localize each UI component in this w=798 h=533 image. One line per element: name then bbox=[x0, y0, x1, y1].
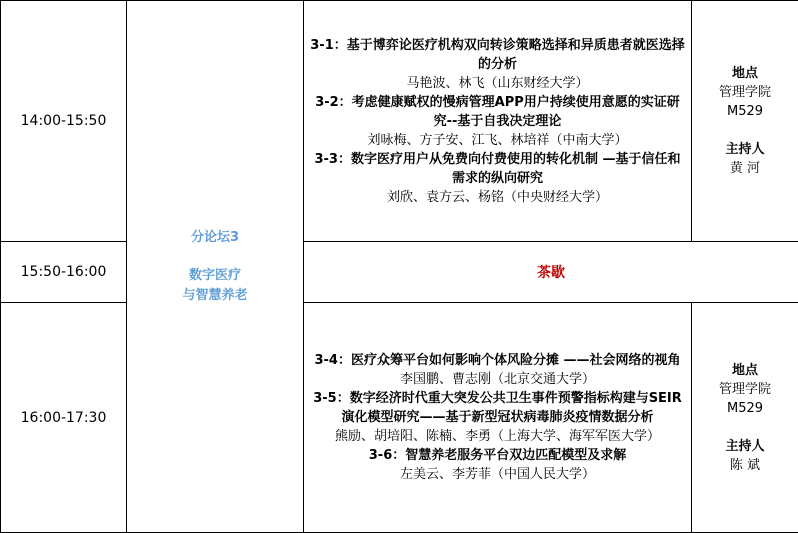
venue-cell bbox=[692, 1, 798, 242]
host-label: 主持人 bbox=[692, 140, 798, 159]
time-cell: 14:00-15:50 bbox=[1, 1, 127, 242]
talk-title: 3-3：数字医疗用户从免费向付费使用的转化机制 —基于信任和需求的纵向研究 bbox=[310, 150, 685, 188]
talk-title: 3-2：考虑健康赋权的慢病管理APP用户持续使用意愿的实证研究--基于自我决定理论 bbox=[310, 93, 685, 131]
talk-title: 3-4：医疗众筹平台如何影响个体风险分摊 ——社会网络的视角 bbox=[310, 351, 685, 370]
host-name: 黄 河 bbox=[692, 159, 798, 178]
talk-authors: 刘欣、袁方云、杨铭（中央财经大学） bbox=[310, 188, 685, 207]
talk-authors: 李国鹏、曹志刚（北京交通大学） bbox=[310, 370, 685, 389]
forum-theme-line2: 与智慧养老 bbox=[127, 286, 303, 306]
location-label: 地点 bbox=[692, 64, 798, 83]
talks-cell bbox=[304, 303, 692, 533]
location-line1: 管理学院 bbox=[692, 380, 798, 399]
talks-cell bbox=[304, 1, 692, 242]
talk-authors: 熊励、胡培阳、陈楠、李勇（上海大学、海军军医大学） bbox=[310, 427, 685, 446]
location-line2: M529 bbox=[692, 399, 798, 418]
location-line1: 管理学院 bbox=[692, 83, 798, 102]
talk-title: 3-1：基于博弈论医疗机构双向转诊策略选择和异质患者就医选择的分析 bbox=[310, 36, 685, 74]
break-label: 茶歇 bbox=[304, 242, 798, 303]
location-label: 地点 bbox=[692, 361, 798, 380]
talk-title: 3-5：数字经济时代重大突发公共卫生事件预警指标构建与SEIR演化模型研究——基于新型冠状病毒肺炎疫情数据分析 bbox=[310, 389, 685, 427]
host-name: 陈 斌 bbox=[692, 456, 798, 475]
forum-cell bbox=[127, 1, 304, 533]
venue-cell bbox=[692, 303, 798, 533]
break-row bbox=[1, 242, 798, 303]
forum-theme-line1: 数字医疗 bbox=[127, 266, 303, 286]
break-time-cell: 15:50-16:00 bbox=[1, 242, 127, 303]
time-cell: 16:00-17:30 bbox=[1, 303, 127, 533]
session-row-1 bbox=[1, 1, 798, 242]
session-row-2 bbox=[1, 303, 798, 533]
talk-authors: 刘咏梅、方子安、江飞、林培祥（中南大学） bbox=[310, 131, 685, 150]
talk-authors: 左美云、李芳菲（中国人民大学） bbox=[310, 465, 685, 484]
talk-authors: 马艳波、林飞（山东财经大学） bbox=[310, 74, 685, 93]
forum-name: 分论坛3 bbox=[127, 228, 303, 248]
location-line2: M529 bbox=[692, 102, 798, 121]
host-label: 主持人 bbox=[692, 437, 798, 456]
talk-title: 3-6：智慧养老服务平台双边匹配模型及求解 bbox=[310, 446, 685, 465]
